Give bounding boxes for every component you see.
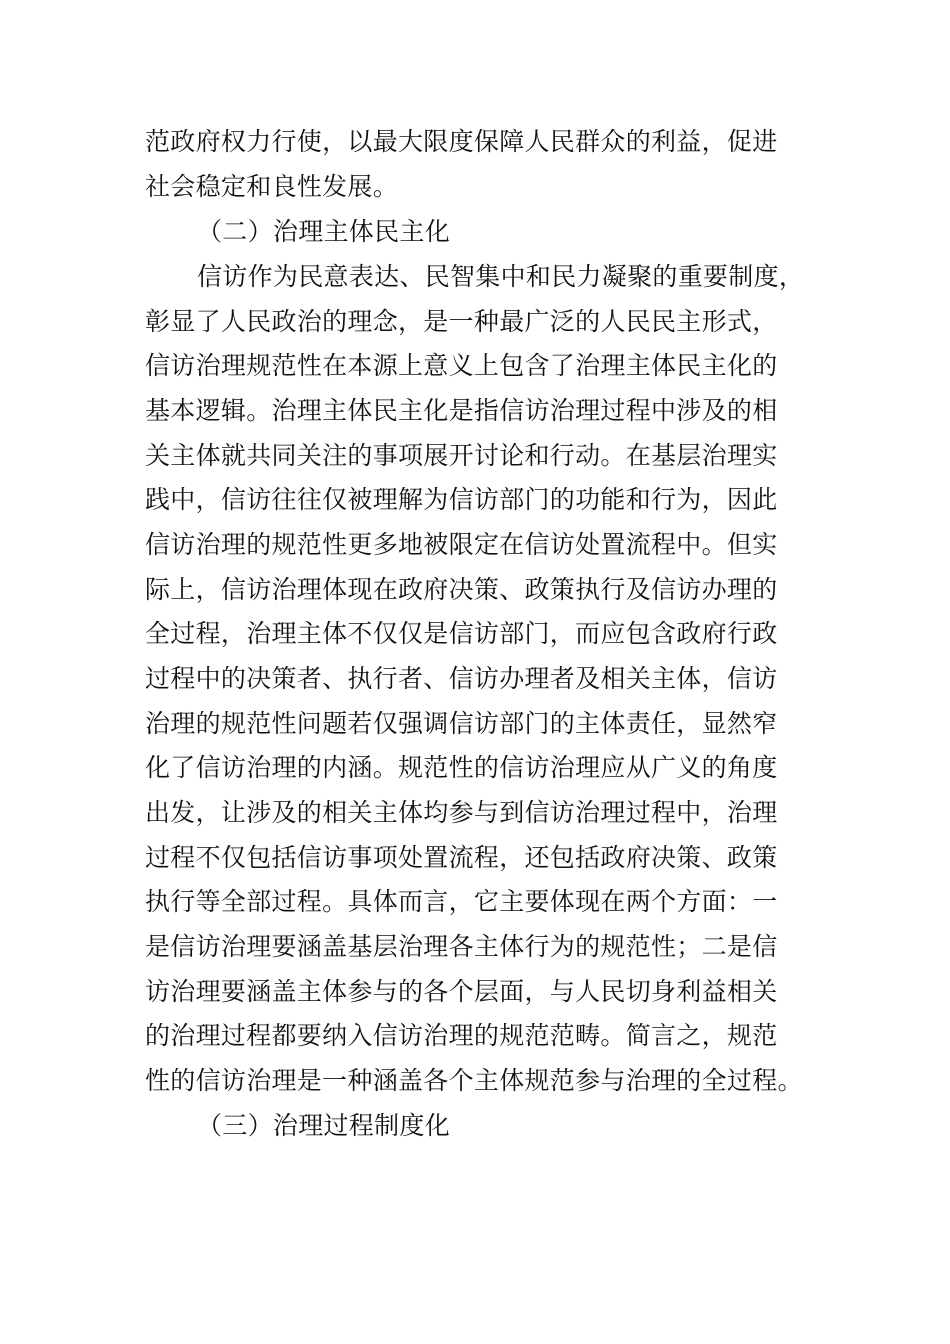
paragraph-line: 性的信访治理是一种涵盖各个主体规范参与治理的全过程。 <box>145 1066 803 1095</box>
paragraph-line: 访治理要涵盖主体参与的各个层面，与人民切身利益相关 <box>145 977 778 1006</box>
paragraph-line: 的治理过程都要纳入信访治理的规范范畴。简言之，规范 <box>145 1021 778 1050</box>
paragraph-line: 关主体就共同关注的事项展开讨论和行动。在基层治理实 <box>145 441 778 470</box>
paragraph-line: 践中，信访往往仅被理解为信访部门的功能和行为，因此 <box>145 485 778 514</box>
paragraph-line: 过程不仅包括信访事项处置流程，还包括政府决策、政策 <box>145 843 778 872</box>
section-heading-3: （三）治理过程制度化 <box>197 1111 451 1140</box>
paragraph-line: 出发，让涉及的相关主体均参与到信访治理过程中，治理 <box>145 798 778 827</box>
paragraph-line: 彰显了人民政治的理念，是一种最广泛的人民民主形式， <box>145 307 778 336</box>
paragraph-line: 过程中的决策者、执行者、信访办理者及相关主体，信访 <box>145 664 778 693</box>
paragraph-line: 信访治理的规范性更多地被限定在信访处置流程中。但实 <box>145 530 778 559</box>
paragraph-line: 治理的规范性问题若仅强调信访部门的主体责任，显然窄 <box>145 709 778 738</box>
paragraph-line: 际上，信访治理体现在政府决策、政策执行及信访办理的 <box>145 575 778 604</box>
paragraph-line: 信访治理规范性在本源上意义上包含了治理主体民主化的 <box>145 351 778 380</box>
paragraph-line: 化了信访治理的内涵。规范性的信访治理应从广义的角度 <box>145 753 778 782</box>
paragraph-line: 执行等全部过程。具体而言，它主要体现在两个方面：一 <box>145 887 778 916</box>
paragraph-line: 全过程，治理主体不仅仅是信访部门，而应包含政府行政 <box>145 619 778 648</box>
paragraph-line: 社会稳定和良性发展。 <box>145 172 399 201</box>
paragraph-line: 是信访治理要涵盖基层治理各主体行为的规范性；二是信 <box>145 932 778 961</box>
paragraph-line: 范政府权力行使，以最大限度保障人民群众的利益，促进 <box>145 127 778 156</box>
paragraph-line: 基本逻辑。治理主体民主化是指信访治理过程中涉及的相 <box>145 396 778 425</box>
section-heading-2: （二）治理主体民主化 <box>197 217 451 246</box>
paragraph-line: 信访作为民意表达、民智集中和民力凝聚的重要制度， <box>197 262 805 291</box>
